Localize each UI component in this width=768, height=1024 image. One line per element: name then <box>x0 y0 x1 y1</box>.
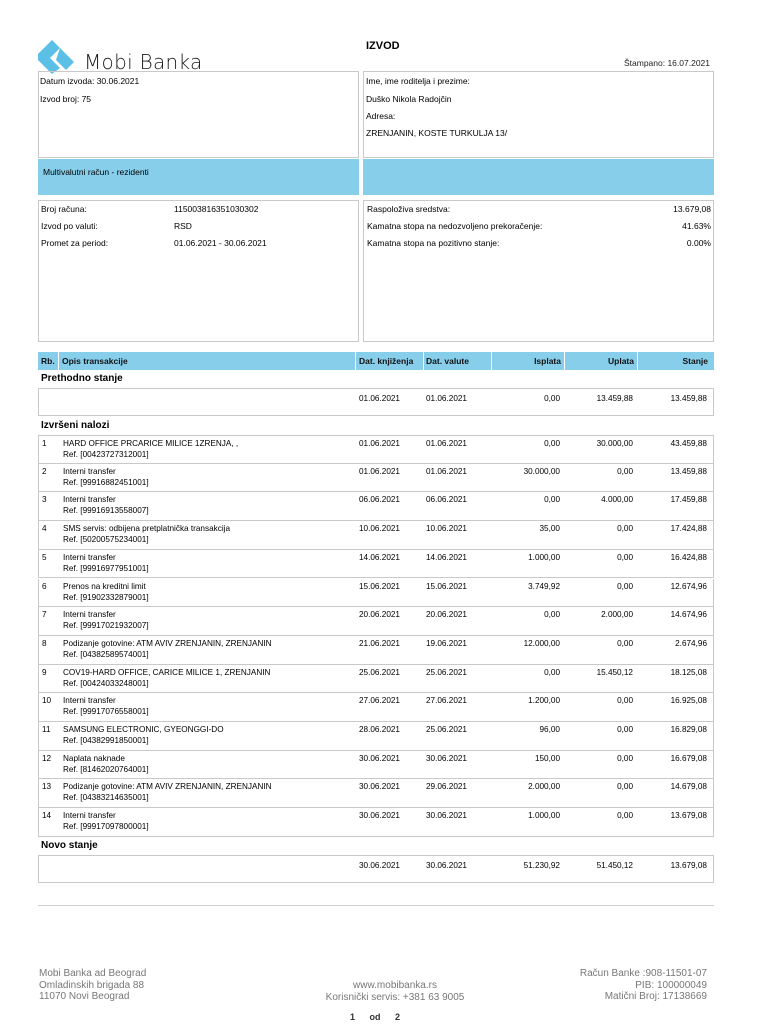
row-balance: 14.679,08 <box>670 782 707 792</box>
document-title: IZVOD <box>366 40 400 52</box>
row-payout: 30.000,00 <box>523 466 560 476</box>
row-reference: Ref. [99917076558001] <box>63 707 149 717</box>
table-row <box>38 464 714 493</box>
table-row <box>38 665 714 694</box>
client-name: Duško Nikola Radojčin <box>366 94 452 104</box>
new-balance-row <box>38 855 714 883</box>
footer-bank-street: Omladinskih brigada 88 <box>39 979 145 991</box>
row-date-booked: 14.06.2021 <box>359 552 400 562</box>
footer-support: Korisnički servis: +381 63 9005 <box>325 991 465 1003</box>
new-balance-label: Novo stanje <box>41 840 98 851</box>
row-balance: 18.125,08 <box>670 667 707 677</box>
row-payout: 0,00 <box>544 495 560 505</box>
account-type-band-right <box>363 159 714 195</box>
row-date-value: 25.06.2021 <box>426 725 467 734</box>
row-date-booked: 01.06.2021 <box>359 439 400 448</box>
footer-divider <box>38 905 714 906</box>
row-date-value: 06.06.2021 <box>426 495 467 505</box>
table-header-labels <box>38 352 714 370</box>
account-number-label: Broj računa: <box>41 204 87 214</box>
currency-label: Izvod po valuti: <box>41 221 98 231</box>
row-payout: 35,00 <box>539 524 560 534</box>
statement-number: Izvod broj: 75 <box>40 94 92 104</box>
row-description: COV19-HARD OFFICE, CARICE MILICE 1, ZRENJANIN <box>63 667 271 677</box>
row-date-booked: 15.06.2021 <box>359 581 400 591</box>
new-payout: 51.230,92 <box>523 861 560 870</box>
row-balance: 16.424,88 <box>670 552 707 562</box>
overdraft-rate-value: 41.63% <box>682 221 711 231</box>
row-date-booked: 01.06.2021 <box>359 466 400 476</box>
previous-balance-row <box>38 388 714 416</box>
row-reference: Ref. [04382991850001] <box>63 736 149 745</box>
row-payin: 0,00 <box>617 753 633 763</box>
table-row <box>38 579 714 608</box>
row-description: Interni transfer <box>63 811 116 821</box>
row-date-booked: 25.06.2021 <box>359 667 400 677</box>
row-reference: Ref. [99916913558007] <box>63 506 149 516</box>
col-payin: Uplata <box>608 356 634 366</box>
footer-pib: PIB: 100000049 <box>635 979 707 991</box>
table-row <box>38 722 714 751</box>
prev-payin: 13.459,88 <box>596 394 633 403</box>
table-row <box>38 808 714 837</box>
currency-value: RSD <box>174 221 192 231</box>
row-number: 14 <box>42 811 52 821</box>
row-payin: 0,00 <box>617 725 633 734</box>
row-reference: Ref. [00424033248001] <box>63 678 149 688</box>
row-number: 7 <box>42 610 47 620</box>
row-number: 4 <box>42 524 47 534</box>
row-description: Interni transfer <box>63 466 116 476</box>
row-payin: 15.450,12 <box>596 667 633 677</box>
prev-date-value: 01.06.2021 <box>426 394 467 403</box>
new-date-booked: 30.06.2021 <box>359 861 400 870</box>
row-payin: 0,00 <box>617 782 633 792</box>
row-payin: 0,00 <box>617 581 633 591</box>
col-date-booked: Dat. knjiženja <box>359 356 414 366</box>
row-date-value: 30.06.2021 <box>426 753 467 763</box>
row-payin: 0,00 <box>617 696 633 706</box>
row-payout: 3.749,92 <box>528 581 560 591</box>
row-payout: 12.000,00 <box>523 638 560 648</box>
row-date-booked: 21.06.2021 <box>359 638 400 648</box>
row-date-value: 25.06.2021 <box>426 667 467 677</box>
col-desc: Opis transakcije <box>62 356 128 366</box>
row-date-value: 14.06.2021 <box>426 552 467 562</box>
row-balance: 43.459,88 <box>670 439 707 448</box>
table-row <box>38 693 714 722</box>
new-payin: 51.450,12 <box>596 861 633 870</box>
available-funds-value: 13.679,08 <box>673 204 711 214</box>
row-payin: 0,00 <box>617 638 633 648</box>
row-reference: Ref. [00423727312001] <box>63 450 149 459</box>
row-description: Podizanje gotovine: ATM AVIV ZRENJANIN, ZRENJANIN <box>63 638 272 648</box>
client-address: ZRENJANIN, KOSTE TURKULJA 13/ <box>366 128 508 138</box>
row-date-value: 27.06.2021 <box>426 696 467 706</box>
period-label: Promet za period: <box>41 238 109 248</box>
row-date-value: 30.06.2021 <box>426 811 467 821</box>
row-number: 6 <box>42 581 47 591</box>
row-date-booked: 27.06.2021 <box>359 696 400 706</box>
previous-balance-label: Prethodno stanje <box>41 373 123 384</box>
row-payin: 2.000,00 <box>601 610 633 620</box>
row-payout: 0,00 <box>544 439 560 448</box>
table-row <box>38 607 714 636</box>
row-balance: 14.674,96 <box>670 610 707 620</box>
col-date-value: Dat. valute <box>426 356 469 366</box>
row-payout: 1.000,00 <box>528 552 560 562</box>
new-date-value: 30.06.2021 <box>426 861 467 870</box>
row-description: Podizanje gotovine: ATM AVIV ZRENJANIN, ZRENJANIN <box>63 782 272 792</box>
mobi-banka-logo-icon <box>36 38 76 74</box>
executed-orders-label: Izvršeni nalozi <box>41 420 110 431</box>
row-number: 1 <box>42 439 47 448</box>
row-payout: 1.000,00 <box>528 811 560 821</box>
row-description: Naplata naknade <box>63 753 125 763</box>
table-row <box>38 636 714 665</box>
row-date-booked: 10.06.2021 <box>359 524 400 534</box>
row-balance: 16.679,08 <box>670 753 707 763</box>
row-balance: 17.459,88 <box>670 495 707 505</box>
table-row <box>38 779 714 808</box>
page-total: 2 <box>395 1012 401 1022</box>
row-date-booked: 06.06.2021 <box>359 495 400 505</box>
row-description: Interni transfer <box>63 495 116 505</box>
row-description: Interni transfer <box>63 610 116 620</box>
row-date-value: 19.06.2021 <box>426 638 467 648</box>
footer-bank-account: Račun Banke :908-11501-07 <box>579 968 707 979</box>
row-balance: 13.679,08 <box>670 811 707 821</box>
table-row <box>38 435 714 464</box>
row-description: SAMSUNG ELECTRONIC, GYEONGGI-DO <box>63 725 224 734</box>
row-reference: Ref. [50200575234001] <box>63 535 149 545</box>
row-reference: Ref. [91902332879001] <box>63 592 149 602</box>
row-number: 3 <box>42 495 47 505</box>
row-payin: 0,00 <box>617 552 633 562</box>
row-number: 13 <box>42 782 52 792</box>
footer-bank-name: Mobi Banka ad Beograd <box>39 968 147 979</box>
row-reference: Ref. [99916977951001] <box>63 563 149 573</box>
col-balance: Stanje <box>682 356 708 366</box>
row-date-value: 10.06.2021 <box>426 524 467 534</box>
col-payout: Isplata <box>534 356 561 366</box>
row-description: Interni transfer <box>63 552 116 562</box>
row-date-value: 01.06.2021 <box>426 439 467 448</box>
row-payout: 0,00 <box>544 667 560 677</box>
row-number: 5 <box>42 552 47 562</box>
row-payout: 1.200,00 <box>528 696 560 706</box>
row-date-value: 29.06.2021 <box>426 782 467 792</box>
statement-date: Datum izvoda: 30.06.2021 <box>40 76 140 86</box>
account-number-value: 115003816351030302 <box>174 204 259 214</box>
row-description: Interni transfer <box>63 696 116 706</box>
prev-payout: 0,00 <box>544 394 560 403</box>
row-date-booked: 30.06.2021 <box>359 753 400 763</box>
table-row <box>38 751 714 780</box>
row-number: 8 <box>42 638 47 648</box>
row-payout: 2.000,00 <box>528 782 560 792</box>
row-balance: 12.674,96 <box>670 581 707 591</box>
table-row <box>38 521 714 550</box>
row-date-booked: 20.06.2021 <box>359 610 400 620</box>
row-reference: Ref. [04383214635001] <box>63 793 149 803</box>
table-row <box>38 550 714 579</box>
row-date-booked: 28.06.2021 <box>359 725 400 734</box>
row-payin: 30.000,00 <box>596 439 633 448</box>
positive-rate-value: 0.00% <box>686 238 711 248</box>
row-balance: 17.424,88 <box>670 524 707 534</box>
row-description: HARD OFFICE PRCARICE MILICE 1ZRENJA, , <box>63 439 239 448</box>
prev-date-booked: 01.06.2021 <box>359 394 400 403</box>
row-reference: Ref. [81462020764001] <box>63 764 149 774</box>
row-payout: 96,00 <box>539 725 560 734</box>
page-of: od <box>369 1012 381 1022</box>
bank-logo <box>36 38 216 74</box>
row-payin: 0,00 <box>617 466 633 476</box>
available-funds-label: Raspoloživa sredstva: <box>367 204 451 214</box>
row-balance: 16.829,08 <box>670 725 707 734</box>
footer-right <box>580 968 707 1003</box>
row-date-value: 01.06.2021 <box>426 466 467 476</box>
row-description: Prenos na kreditni limit <box>63 581 146 591</box>
client-name-label: Ime, ime roditelja i prezime: <box>366 76 470 86</box>
brand-name: Mobi Banka <box>84 50 203 74</box>
row-date-value: 15.06.2021 <box>426 581 467 591</box>
row-number: 11 <box>42 725 51 734</box>
row-payin: 0,00 <box>617 524 633 534</box>
row-payout: 0,00 <box>544 610 560 620</box>
overdraft-rate-label: Kamatna stopa na nedozvoljeno prekoračenje: <box>367 221 543 231</box>
page-number: 1 <box>350 1012 356 1022</box>
prev-balance: 13.459,88 <box>670 394 707 403</box>
table-row <box>38 492 714 521</box>
row-number: 2 <box>42 466 47 476</box>
row-balance: 13.459,88 <box>670 466 707 476</box>
client-address-label: Adresa: <box>366 111 396 121</box>
positive-rate-label: Kamatna stopa na pozitivno stanje: <box>367 238 500 248</box>
row-balance: 16.925,08 <box>670 696 707 706</box>
footer-website[interactable]: www.mobibanka.rs <box>353 980 437 991</box>
footer-left <box>39 968 146 1003</box>
row-reference: Ref. [04382589574001] <box>63 649 149 659</box>
footer-center <box>300 980 490 1003</box>
row-payout: 150,00 <box>534 753 560 763</box>
account-type-band <box>38 159 359 195</box>
row-balance: 2.674,96 <box>675 638 707 648</box>
period-value: 01.06.2021 - 30.06.2021 <box>174 238 267 248</box>
row-date-value: 20.06.2021 <box>426 610 467 620</box>
row-reference: Ref. [99917021932007] <box>63 621 149 631</box>
footer-bank-city: 11070 Novi Beograd <box>39 991 130 1002</box>
account-type: Multivalutni račun - rezidenti <box>43 167 149 177</box>
row-description: SMS servis: odbijena pretplatnička transakcija <box>63 524 231 534</box>
printed-date: Štampano: 16.07.2021 <box>623 58 710 68</box>
page-indicator <box>350 1012 400 1024</box>
row-date-booked: 30.06.2021 <box>359 782 400 792</box>
footer-registry: Matični Broj: 17138669 <box>604 991 707 1002</box>
row-number: 12 <box>42 753 52 763</box>
row-date-booked: 30.06.2021 <box>359 811 400 821</box>
row-payin: 0,00 <box>617 811 633 821</box>
col-rb: Rb. <box>41 356 55 366</box>
row-number: 10 <box>42 696 52 706</box>
row-number: 9 <box>42 667 47 677</box>
row-payin: 4.000,00 <box>601 495 633 505</box>
row-reference: Ref. [99917097800001] <box>63 822 149 832</box>
new-balance: 13.679,08 <box>670 861 707 870</box>
row-reference: Ref. [99916882451001] <box>63 477 149 487</box>
